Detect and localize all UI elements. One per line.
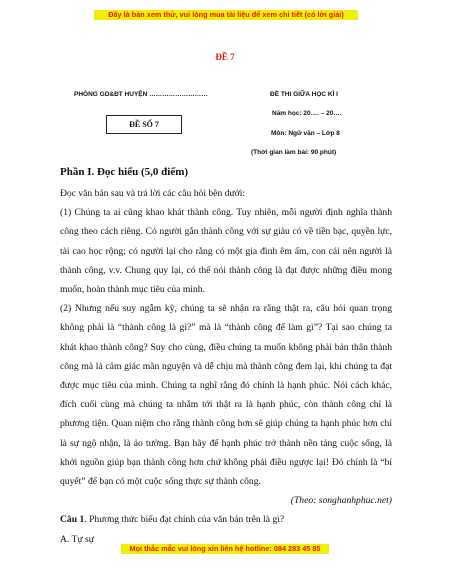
question-text: . Phương thức biểu đạt chính của văn bản trên là gì? [84, 514, 285, 526]
section-title: Phần I. Đọc hiểu (5,0 điểm) [60, 166, 189, 178]
department-label: PHÒNG GD&ĐT HUYỆN ……………………… [74, 91, 208, 98]
preview-notice-banner: Đây là bản xem thử, vui lòng mua tài liệu để xem chi tiết (có lời giải) [94, 10, 358, 20]
hotline-banner: Mọi thắc mắc vui lòng xin liên hệ hotline: 084 283 45 85 [121, 544, 329, 554]
time-limit: (Thời gian làm bài: 90 phút) [251, 149, 337, 156]
instruction-text: Đọc văn bản sau và trả lời các câu hỏi bên dưới: [60, 188, 246, 199]
question-1 [60, 510, 392, 529]
answer-option-a: A. Tự sự [60, 533, 94, 545]
exam-title: ĐỀ THI GIỮA HỌC KÌ I [270, 91, 338, 98]
source-citation: (Theo: songhanhphuc.net) [290, 495, 392, 507]
paragraph-2: (2) Nhưng nếu suy ngẫm kỹ, chúng ta sẽ nhận ra rằng thật ra, câu hỏi quan trọng không phải là “thành công là gì?” mà là “thành công để làm gì”? Tại sao chúng ta khát khao thành công? Suy cho cùng, điều chúng ta muốn không phải bản thân thành công mà là cảm giác mãn nguyện và dễ chịu mà thành công đem lại, khi chúng ta đạt được mục tiêu của mình. Chúng ta nghĩ rằng đó chính là hạnh phúc. Nói cách khác, đích cuối cùng mà chúng ta nhắm tới thật ra là hạnh phúc, còn thành công chỉ là phương tiện. Quan niệm cho rằng thành công hơn sẽ giúp chúng ta hạnh phúc hơn chỉ là sự ngộ nhận, là ảo tưởng. Bạn hãy để hạnh phúc trở thành nền tảng cuộc sống, là khởi nguồn giúp bạn thành công hơn chứ không phải điều ngược lại! Đó chính là “bí quyết” để bạn có một cuộc sống thực sự thành công. [60, 303, 392, 488]
school-year: Năm học: 20…. – 20…. [272, 110, 342, 117]
paragraph-1: (1) Chúng ta ai cũng khao khát thành công. Tuy nhiên, mỗi người định nghĩa thành công theo cách riêng. Có người gắn thành công với sự giàu có về tiền bạc, quyền lực, tài cao học rộng; có người lại cho rằng có một gia đình êm ấm, con cái nên người là thành công, v.v. Chung quy lại, có thể nói thành công là đạt được những điều mong muốn, hoàn thành mục tiêu của mình. [60, 207, 392, 296]
reading-passage [60, 184, 392, 549]
exam-number-title: ĐỀ 7 [215, 52, 235, 62]
question-number: Câu 1 [60, 514, 85, 526]
exam-code-box: ĐỀ SỐ 7 [106, 115, 182, 134]
subject-label: Môn: Ngữ văn – Lớp 8 [271, 130, 340, 137]
